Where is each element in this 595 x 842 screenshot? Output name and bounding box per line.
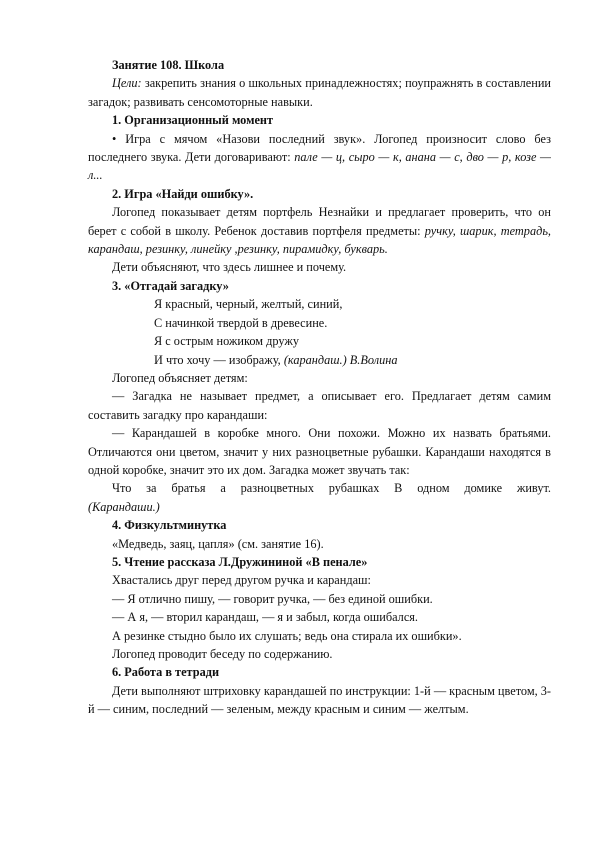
section-3-dialog-1: — Загадка не называет предмет, а описывает его. Предлагает детям самим составить загадку про карандаши:	[88, 389, 551, 422]
section-2-heading: 2. Игра «Найди ошибку».	[112, 186, 254, 201]
lesson-title: Занятие 108. Школа	[112, 58, 225, 72]
document-page	[88, 56, 551, 719]
story-line: Хвастались друг перед другом ручка и карандаш:	[112, 573, 371, 588]
section-3-heading: 3. «Отгадай загадку»	[112, 278, 229, 293]
story-line: — Я отлично пишу, — говорит ручка, — без единой ошибки.	[112, 591, 433, 606]
story-line: — А я, — вторил карандаш, — я и забыл, когда ошибался.	[112, 610, 419, 625]
section-2-text	[88, 203, 551, 258]
section-1-body: • Игра с мячом «Назови последний звук». Логопед произносит слово без последнего звука. Дети договаривают:	[88, 131, 551, 165]
section-3-dialog-2: — Карандашей в коробке много. Они похожи. Можно их назвать братьями. Отличаются они цветом, значит у них разноцветные рубашки. Карандаши находятся в одной коробке, значит это их дом. Загадка может звучать так:	[88, 426, 551, 477]
poem-line: С начинкой твердой в древесине.	[154, 315, 328, 330]
section-1-heading: 1. Организационный момент	[112, 113, 274, 128]
poem-answer: (карандаш.) В.Волина	[283, 352, 398, 367]
poem-line: И что хочу — изображу,	[154, 352, 284, 367]
poem-line: Я с острым ножиком дружу	[154, 334, 300, 349]
section-2-items: ручку, шарик, тетрадь, карандаш, резинку, линейку ,резинку, пирамидку, букварь.	[88, 223, 551, 257]
goals-text: закрепить знания о школьных принадлежностях; поупражнять в составлении загадок; развивать сенсомоторные навыки.	[88, 76, 551, 109]
section-4-heading: 4. Физкультминутка	[112, 518, 227, 533]
section-3-explain: Логопед объясняет детям:	[112, 370, 248, 385]
section-1-examples: пале — ц, сыро — к, анана — с, дво — р, козе — л...	[88, 150, 551, 183]
goals-label: Цели:	[112, 76, 142, 91]
section-2-after: Дети объясняют, что здесь лишнее и почему.	[112, 260, 347, 275]
story-line: А резинке стыдно было их слушать; ведь она стирала их ошибки».	[112, 628, 462, 643]
story-line: Логопед проводит беседу по содержанию.	[112, 647, 333, 661]
goals-paragraph	[88, 74, 551, 111]
section-1-text	[88, 130, 551, 185]
section-5-heading: 5. Чтение рассказа Л.Дружининой «В пенале»	[112, 554, 368, 569]
riddle-text: Что за братья а разноцветных рубашках В одном домике живут.	[112, 481, 551, 496]
section-6-text: Дети выполняют штриховку карандашей по инструкции: 1-й — красным цветом, 3-й — синим, последний — зеленым, между красным и синим — желтым.	[88, 683, 551, 717]
section-6-heading: 6. Работа в тетради	[112, 665, 220, 680]
poem-line-last	[88, 351, 551, 369]
poem-line: Я красный, черный, желтый, синий,	[154, 297, 343, 312]
section-4-text: «Медведь, заяц, цапля» (см. занятие 16).	[112, 536, 324, 551]
section-2-body: Логопед показывает детям портфель Незнайки и предлагает проверить, что он берет с собой в школу. Ребенок доставив портфеля предметы:	[88, 205, 551, 238]
riddle-answer: (Карандаши.)	[88, 499, 160, 514]
